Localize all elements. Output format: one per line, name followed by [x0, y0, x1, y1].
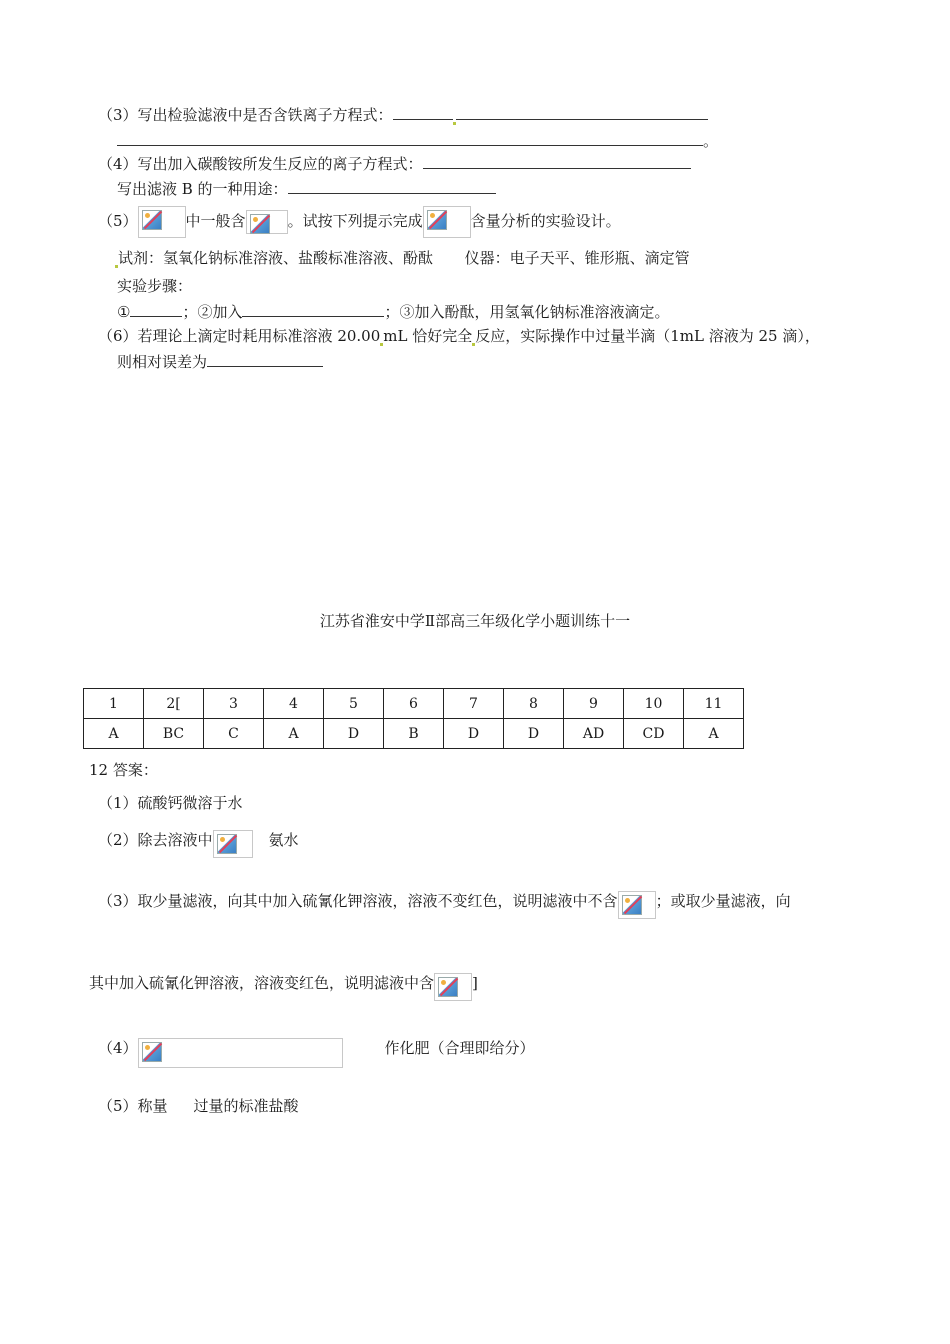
- question-5-text-c: 。试按下列提示完成: [287, 212, 423, 230]
- step-1: ①: [117, 303, 131, 321]
- broken-image-icon: [438, 977, 458, 997]
- broken-image-icon: [427, 210, 447, 230]
- table-cell: 1: [84, 689, 144, 719]
- steps-label: 实验步骤：: [117, 277, 193, 295]
- question-4-use: [117, 178, 496, 199]
- answer-blank: [288, 178, 496, 194]
- table-cell: 4: [264, 689, 324, 719]
- question-3-text: （3）写出检验滤液中是否含铁离子方程式：: [98, 106, 393, 124]
- period-mark: 。: [703, 132, 719, 150]
- answer-12-1: （1）硫酸钙微溶于水: [98, 794, 243, 812]
- answer-12-4-text: 作化肥（合理即给分）: [384, 1039, 535, 1057]
- table-cell: D: [444, 719, 504, 749]
- answer-12-3-text-a: （3）取少量滤液，向其中加入硫氰化钾溶液，溶液不变红色，说明滤液中不含: [98, 892, 618, 910]
- reagents-line: [115, 248, 690, 268]
- question-5-text-d: 含量分析的实验设计。: [470, 212, 621, 230]
- answer-12-5-weigh: （5）称量: [98, 1097, 168, 1115]
- table-cell: 10: [624, 689, 684, 719]
- broken-image-icon: [217, 834, 237, 854]
- question-4-text: （4）写出加入碳酸铵所发生反应的离子方程式：: [98, 155, 423, 173]
- question-4: [98, 153, 691, 174]
- answer-12-2: [98, 830, 299, 858]
- table-cell: 6: [384, 689, 444, 719]
- answer-12-2-ammonia: 氨水: [268, 831, 299, 849]
- table-cell: A: [264, 719, 324, 749]
- formula-image: [618, 891, 656, 919]
- answer-blank: [130, 301, 182, 317]
- formula-image: [138, 206, 186, 238]
- broken-image-icon: [250, 214, 270, 234]
- answer-blank: [423, 153, 691, 169]
- table-cell: CD: [624, 719, 684, 749]
- ink-dot: [453, 122, 456, 125]
- question-3-line2: [117, 130, 718, 151]
- answer-table: [83, 688, 744, 749]
- answers-title: 江苏省淮安中学Ⅱ部高三年级化学小题训练十一: [319, 612, 631, 630]
- broken-image-icon: [142, 1042, 162, 1062]
- answer-12-3-text-c: 其中加入硫氰化钾溶液，溶液变红色，说明滤液中含: [89, 974, 435, 992]
- question-6-line2: [117, 351, 323, 372]
- table-cell: 2[: [144, 689, 204, 719]
- answer-blank: [393, 104, 453, 120]
- broken-image-icon: [622, 895, 642, 915]
- table-cell: A: [84, 719, 144, 749]
- steps-line: [117, 301, 669, 322]
- table-cell: B: [384, 719, 444, 749]
- formula-image: [138, 1038, 343, 1068]
- question-6: [98, 326, 820, 346]
- question-5-num: （5）: [98, 212, 138, 230]
- table-cell: 5: [324, 689, 384, 719]
- question-5-text-b: 中一般含: [185, 212, 246, 230]
- step-3: ；③加入酚酞，用氢氧化钠标准溶液滴定。: [384, 303, 670, 321]
- answer-blank: [456, 104, 708, 120]
- answer-12-4: [98, 1038, 535, 1068]
- table-cell: C: [204, 719, 264, 749]
- table-cell: A: [684, 719, 744, 749]
- table-cell: BC: [144, 719, 204, 749]
- table-cell: 9: [564, 689, 624, 719]
- table-cell: 8: [504, 689, 564, 719]
- question-5: [98, 206, 621, 238]
- answer-12-3-bracket: ]: [472, 974, 478, 992]
- answer-12-4-num: （4）: [98, 1039, 138, 1057]
- step-2: ；②加入: [182, 303, 243, 321]
- table-cell: D: [504, 719, 564, 749]
- question-6-unit: mL: [383, 327, 408, 345]
- answer-12-3-line2: [89, 973, 478, 1001]
- formula-image: [423, 206, 471, 238]
- answer-12-2-text: （2）除去溶液中: [98, 831, 213, 849]
- question-3: [98, 104, 708, 125]
- answer-12-3: [98, 891, 791, 919]
- table-cell: 3: [204, 689, 264, 719]
- broken-image-icon: [142, 210, 162, 230]
- formula-image: [434, 973, 472, 1001]
- question-4-use-text: 写出滤液 B 的一种用途：: [117, 180, 288, 198]
- answer-12-5: [98, 1096, 299, 1116]
- table-cell: 7: [444, 689, 504, 719]
- answer-blank: [207, 351, 323, 367]
- table-cell: AD: [564, 719, 624, 749]
- answer-blank: [242, 301, 384, 317]
- reagents-text: 试剂：氢氧化钠标准溶液、盐酸标准溶液、酚酞: [118, 249, 434, 267]
- instruments-text: 仪器：电子天平、锥形瓶、滴定管: [464, 249, 690, 267]
- question-6-text-b: 恰好完全: [407, 327, 473, 345]
- answer-12-label: 12 答案：: [89, 761, 158, 779]
- table-cell: 11: [684, 689, 744, 719]
- formula-image: [246, 210, 288, 234]
- question-6-text-a: （6）若理论上滴定时耗用标准溶液 20.00: [98, 327, 381, 345]
- table-row: [84, 719, 744, 749]
- answer-blank: [117, 130, 703, 146]
- table-cell: D: [324, 719, 384, 749]
- answer-12-3-text-b: ；或取少量滤液，向: [655, 892, 791, 910]
- question-6-text-d: 则相对误差为: [117, 353, 208, 371]
- formula-image: [213, 830, 253, 858]
- table-row: [84, 689, 744, 719]
- question-6-text-c: 反应，实际操作中过量半滴（1mL 溶液为 25 滴），: [475, 327, 820, 345]
- answer-12-5-acid: 过量的标准盐酸: [193, 1097, 299, 1115]
